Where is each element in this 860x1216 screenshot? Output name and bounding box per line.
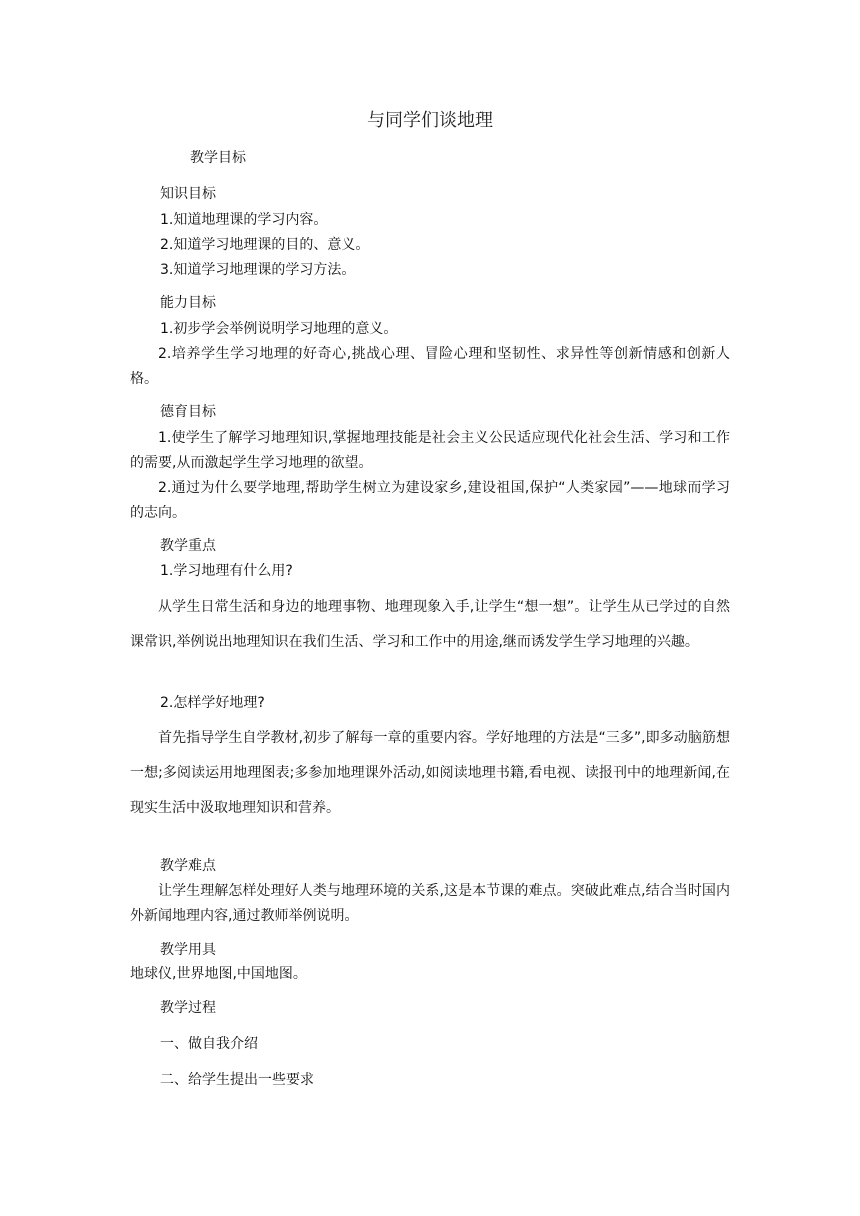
moral-goals-heading: 德育目标 [160, 404, 216, 420]
ability-item: 1.初步学会举例说明学习地理的意义。 [160, 321, 398, 337]
knowledge-item: 1.知道地理课的学习内容。 [160, 212, 328, 228]
difficulties-paragraph: 让学生理解怎样处理好人类与地理环境的关系,这是本节课的难点。突破此难点,结合当时国内外新闻地理内容,通过教师举例说明。 [130, 883, 730, 924]
key-paragraph: 首先指导学生自学教材,初步了解每一章的重要内容。学好地理的方法是“三多”,即多动脑筋想一想;多阅读运用地理图表;多参加地理课外活动,如阅读地理书籍,看电视、读报刊中的地理新闻,在现实生活中汲取地理知识和营养。 [130, 730, 730, 816]
knowledge-item: 2.知道学习地理课的目的、意义。 [160, 237, 370, 253]
teaching-goals-heading: 教学目标 [190, 150, 246, 166]
process-heading: 教学过程 [160, 1000, 216, 1016]
moral-item: 2.通过为什么要学地理,帮助学生树立为建设家乡,建设祖国,保护“人类家园”——地球而学习的志向。 [130, 480, 730, 521]
key-paragraph: 从学生日常生活和身边的地理事物、地理现象入手,让学生“想一想”。让学生从已学过的自然课常识,举例说出地理知识在我们生活、学习和工作中的用途,继而诱发学生学习地理的兴趣。 [130, 599, 730, 650]
key-question: 2.怎样学好地理? [160, 695, 265, 711]
moral-item: 1.使学生了解学习地理知识,掌握地理技能是社会主义公民适应现代化社会生活、学习和工作的需要,从而激起学生学习地理的欲望。 [130, 430, 730, 471]
process-step: 二、给学生提出一些要求 [160, 1072, 314, 1088]
tools-text: 地球仪,世界地图,中国地图。 [130, 966, 307, 982]
difficulties-heading: 教学难点 [160, 858, 216, 874]
ability-goals-heading: 能力目标 [160, 295, 216, 311]
process-step: 一、做自我介绍 [160, 1036, 258, 1052]
tools-heading: 教学用具 [160, 942, 216, 958]
page-title: 与同学们谈地理 [367, 110, 493, 131]
ability-item: 2.培养学生学习地理的好奇心,挑战心理、冒险心理和坚韧性、求异性等创新情感和创新人格。 [130, 346, 730, 387]
key-question: 1.学习地理有什么用? [160, 563, 293, 579]
knowledge-item: 3.知道学习地理课的学习方法。 [160, 262, 356, 278]
key-points-heading: 教学重点 [160, 538, 216, 554]
knowledge-goals-heading: 知识目标 [160, 186, 216, 202]
